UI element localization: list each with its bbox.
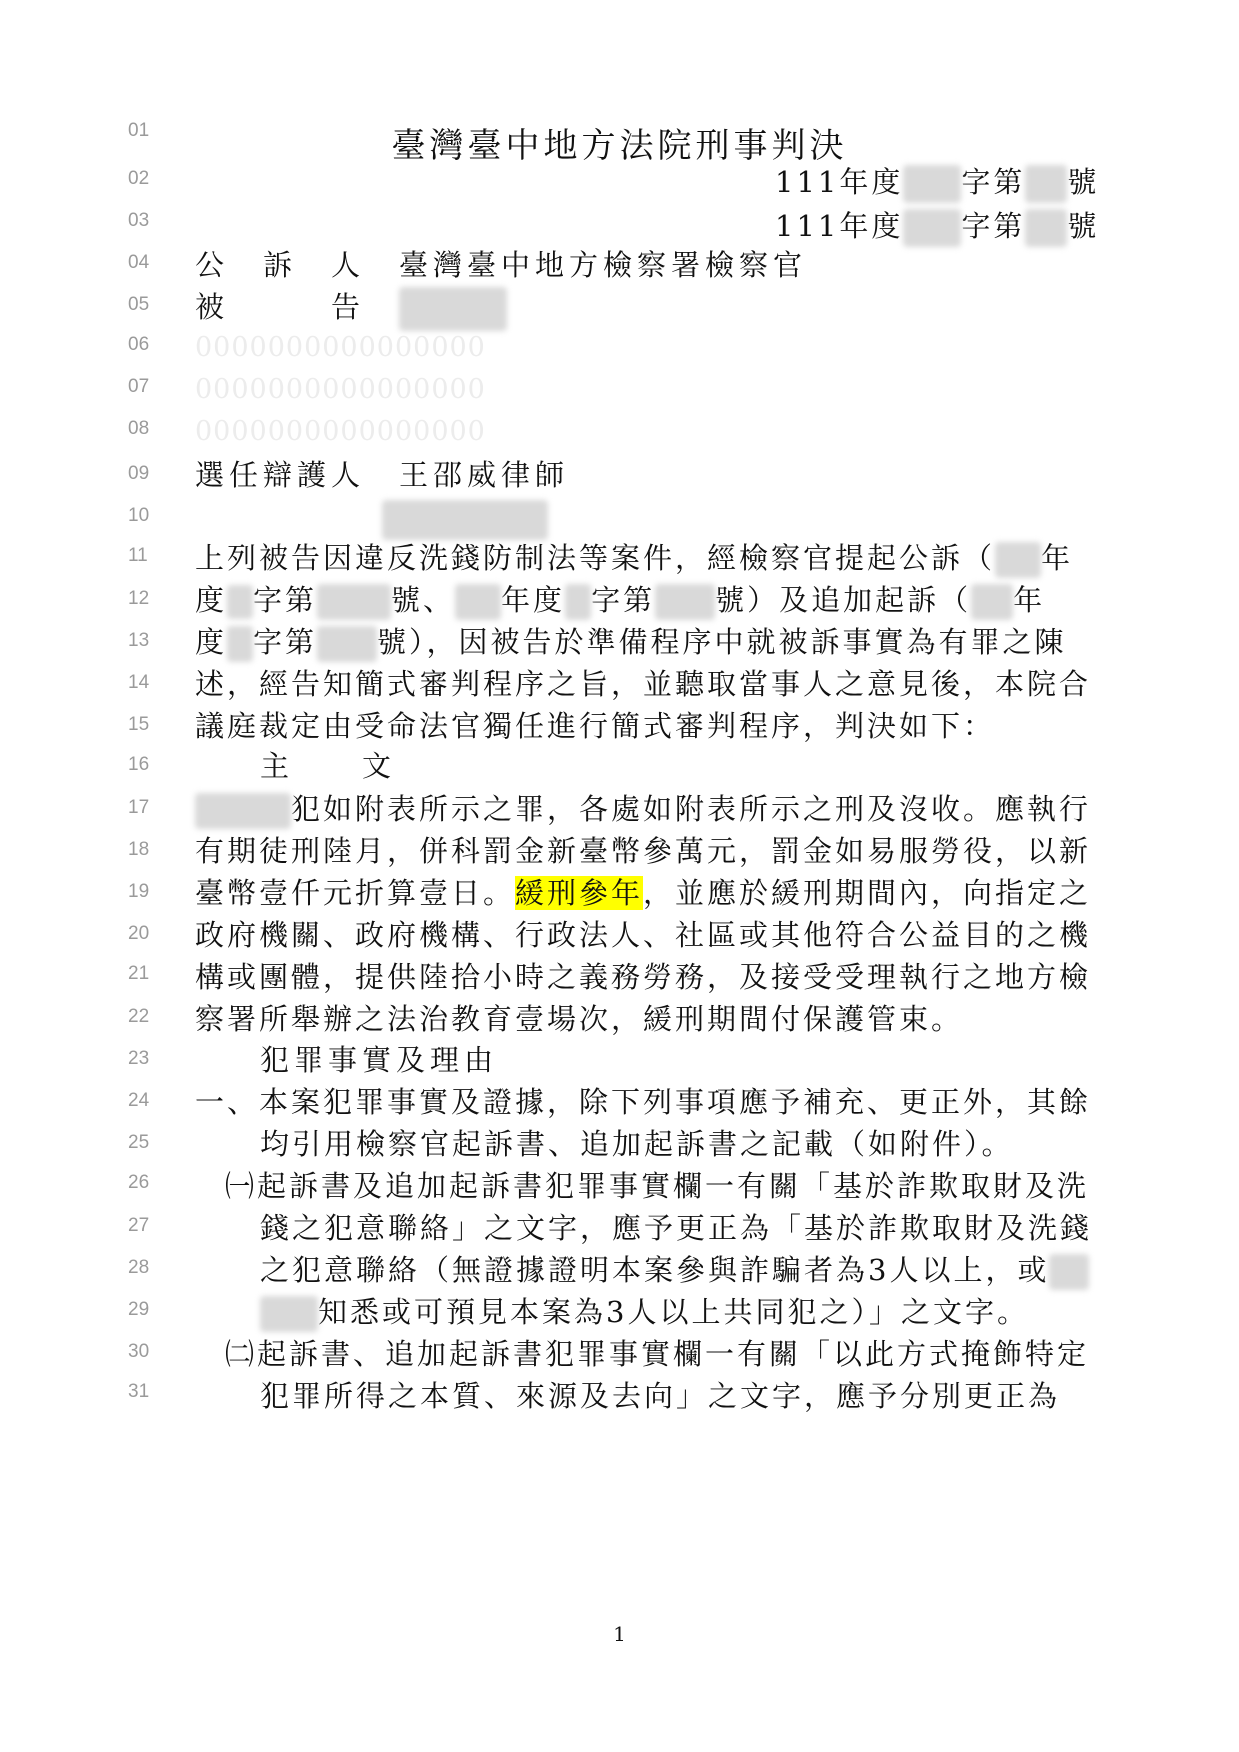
line-number: 25 <box>128 1132 150 1153</box>
line-number: 09 <box>128 463 150 484</box>
line-number: 01 <box>128 120 150 141</box>
case-number-1: 111年度 字第 號 <box>775 160 1099 203</box>
line-number: 17 <box>128 797 150 818</box>
line-number: 03 <box>128 210 150 231</box>
line-number: 20 <box>128 923 150 944</box>
line-number: 04 <box>128 252 150 273</box>
document-title: 臺灣臺中地方法院刑事判決 <box>391 126 848 166</box>
body-line-15: 議庭裁定由受命法官獨任進行簡式審判程序，判決如下： <box>195 709 996 743</box>
line-number: 27 <box>128 1215 150 1236</box>
line-number: 26 <box>128 1172 150 1193</box>
line-number: 05 <box>128 294 150 315</box>
body-line-17: 犯如附表所示之罪，各處如附表所示之刑及沒收。應執行 <box>195 789 1100 829</box>
body-line-20: 政府機關、政府機構、行政法人、社區或其他符合公益目的之機 <box>195 918 1092 952</box>
body-line-11: 上列被告因違反洗錢防制法等案件，經檢察官提起公訴（ 年 <box>195 538 1100 578</box>
line-number: 02 <box>128 168 150 189</box>
redacted-block <box>382 500 548 540</box>
line-number: 11 <box>128 545 148 566</box>
redacted-line: 0000000000000000 <box>195 416 486 447</box>
body-line-25: 均引用檢察官起訴書、追加起訴書之記載（如附件）。 <box>260 1127 1014 1161</box>
line-number: 15 <box>128 714 150 735</box>
line-number: 07 <box>128 376 150 397</box>
body-line-14: 述，經告知簡式審判程序之旨，並聽取當事人之意見後，本院合 <box>195 667 1092 701</box>
body-line-24: 一、本案犯罪事實及證據，除下列事項應予補充、更正外，其餘 <box>195 1085 1092 1119</box>
line-number: 24 <box>128 1090 150 1111</box>
prosecutor-line: 公 訴 人 臺灣臺中地方檢察署檢察官 <box>195 248 808 282</box>
body-line-29: 知悉或可預見本案為3人以上共同犯之）」之文字。 <box>260 1292 1165 1332</box>
redacted-line: 0000000000000000 <box>195 374 486 405</box>
counsel-line: 選任辯護人 王邵威律師 <box>195 458 570 492</box>
line-number: 28 <box>128 1257 150 1278</box>
line-number: 10 <box>128 505 150 526</box>
line-number: 29 <box>128 1299 150 1320</box>
line-number: 13 <box>128 630 150 651</box>
line-number: 23 <box>128 1048 150 1069</box>
body-line-21: 構或團體，提供陸拾小時之義務勞務，及接受受理執行之地方檢 <box>195 960 1092 994</box>
page-number: 1 <box>613 1622 626 1646</box>
case-number-2: 111年度 字第 號 <box>775 204 1099 247</box>
line-number: 31 <box>128 1381 150 1402</box>
line-number: 21 <box>128 963 150 984</box>
body-line-30: ㈡起訴書、追加起訴書犯罪事實欄一有關「以此方式掩飾特定 <box>225 1337 1090 1371</box>
line-number: 14 <box>128 672 150 693</box>
heading-main: 主 文 <box>260 749 397 783</box>
line-number: 06 <box>128 334 150 355</box>
body-line-22: 察署所舉辦之法治教育壹場次，緩刑期間付保護管束。 <box>195 1002 964 1036</box>
body-line-18: 有期徒刑陸月，併科罰金新臺幣參萬元，罰金如易服勞役，以新 <box>195 834 1092 868</box>
line-number: 12 <box>128 588 150 609</box>
line-number: 19 <box>128 881 150 902</box>
line-number: 18 <box>128 839 150 860</box>
defendant-line: 被 告 <box>195 287 1100 331</box>
body-line-12: 度 字第 號、 年度 字第 號）及追加起訴（ 年 <box>195 580 1100 620</box>
line-number: 22 <box>128 1006 150 1027</box>
body-line-19: 臺幣壹仟元折算壹日。緩刑參年，並應於緩刑期間內，向指定之 <box>195 876 1092 910</box>
body-line-31: 犯罪所得之本質、來源及去向」之文字，應予分別更正為 <box>260 1379 1061 1413</box>
redacted-line: 0000000000000000 <box>195 332 486 363</box>
redacted-defendant <box>399 287 507 331</box>
highlight-probation: 緩刑參年 <box>515 876 644 910</box>
body-line-26: ㈠起訴書及追加起訴書犯罪事實欄一有關「基於詐欺取財及洗 <box>225 1169 1090 1203</box>
line-number: 08 <box>128 418 150 439</box>
body-line-13: 度 字第 號），因被告於準備程序中就被訴事實為有罪之陳 <box>195 622 1100 662</box>
heading-facts: 犯罪事實及理由 <box>260 1043 499 1077</box>
body-line-28: 之犯意聯絡（無證據證明本案參與詐騙者為3人以上，或 <box>260 1250 1165 1290</box>
redacted-defendant <box>195 793 291 829</box>
line-number: 16 <box>128 754 150 775</box>
line-number: 30 <box>128 1341 150 1362</box>
body-line-27: 錢之犯意聯絡」之文字，應予更正為「基於詐欺取財及洗錢 <box>260 1211 1093 1245</box>
